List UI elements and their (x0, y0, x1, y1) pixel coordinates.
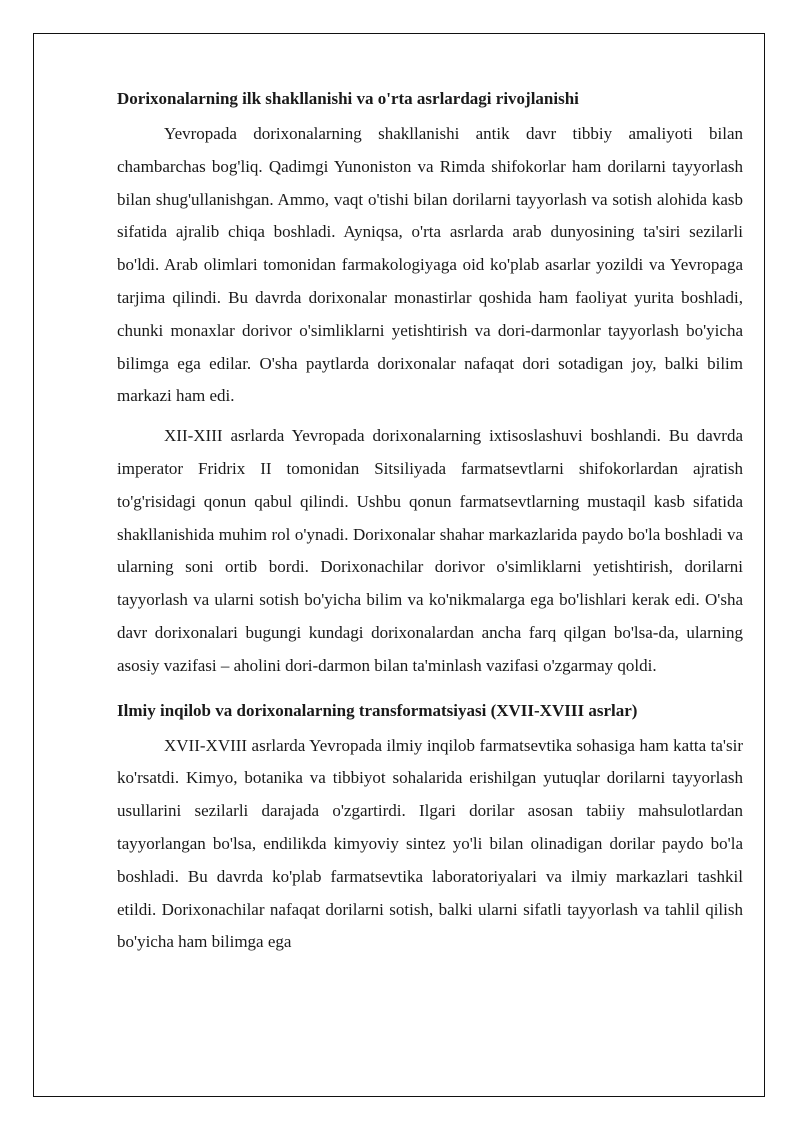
document-body (117, 84, 743, 966)
paragraph-3: XVII-XVIII asrlarda Yevropada ilmiy inqilob farmatsevtika sohasiga ham katta ta'sir ko'rsatdi. Kimyo, botanika va tibbiyot sohalarida erishilgan yutuqlar dorilarni tayyorlash usullarini sezilarli darajada o'zgartirdi. Ilgari dorilar asosan tabiiy mahsulotlardan tayyorlangan bo'lsa, endilikda kimyoviy sintez yo'li bilan olinadigan dorilar paydo bo'la boshladi. Bu davrda ko'plab farmatsevtika laboratoriyalari va ilmiy markazlari tashkil etildi. Dorixonachilar nafaqat dorilarni sotish, balki ularni sifatli tayyorlash va tahlil qilish bo'yicha ham bilimga ega (117, 735, 743, 952)
paragraph-2: XII-XIII asrlarda Yevropada dorixonalarning ixtisoslashuvi boshlandi. Bu davrda imperator Fridrix II tomonidan Sitsiliyada farmatsevtlarni shifokorlardan ajratish to'g'risidagi qonun qabul qilindi. Ushbu qonun farmatsevtlarning mustaqil kasb sifatida shakllanishida muhim rol o'ynadi. Dorixonalar shahar markazlarida paydo bo'la boshladi va ularning soni ortib bordi. Dorixonachilar dorivor o'simliklarni yetishtirish, dorilarni tayyorlash va ularni sotish bo'yicha bilim va ko'nikmalarga ega bo'lishlari kerak edi. O'sha davr dorixonalari bugungi kundagi dorixonalardan ancha farq qilgan bo'lsa-da, ularning asosiy vazifasi – aholini dori-darmon bilan ta'minlash vazifasi o'zgarmay qoldi. (117, 426, 743, 675)
paragraph-1: Yevropada dorixonalarning shakllanishi antik davr tibbiy amaliyoti bilan chambarchas bog'liq. Qadimgi Yunoniston va Rimda shifokorlar ham dorilarni tayyorlash bilan shug'ullanishgan. Ammo, vaqt o'tishi bilan dorilarni tayyorlash va sotish alohida kasb sifatida ajralib chiqa boshladi. Ayniqsa, o'rta asrlarda arab dunyosining ta'siri sezilarli bo'ldi. Arab olimlari tomonidan farmakologiyaga oid ko'plab asarlar yozildi va Yevropaga tarjima qilindi. Bu davrda dorixonalar monastirlar qoshida ham faoliyat yurita boshladi, chunki monaxlar dorivor o'simliklarni yetishtirish va dori-darmonlar tayyorlash bo'yicha bilimga ega edilar. O'sha paytlarda dorixonalar nafaqat dori sotadigan joy, balki bilim markazi ham edi. (117, 124, 743, 406)
section-heading-2: Ilmiy inqilob va dorixonalarning transformatsiyasi (XVII-XVIII asrlar) (117, 700, 638, 720)
section-heading-1: Dorixonalarning ilk shakllanishi va o'rta asrlardagi rivojlanishi (117, 89, 579, 108)
